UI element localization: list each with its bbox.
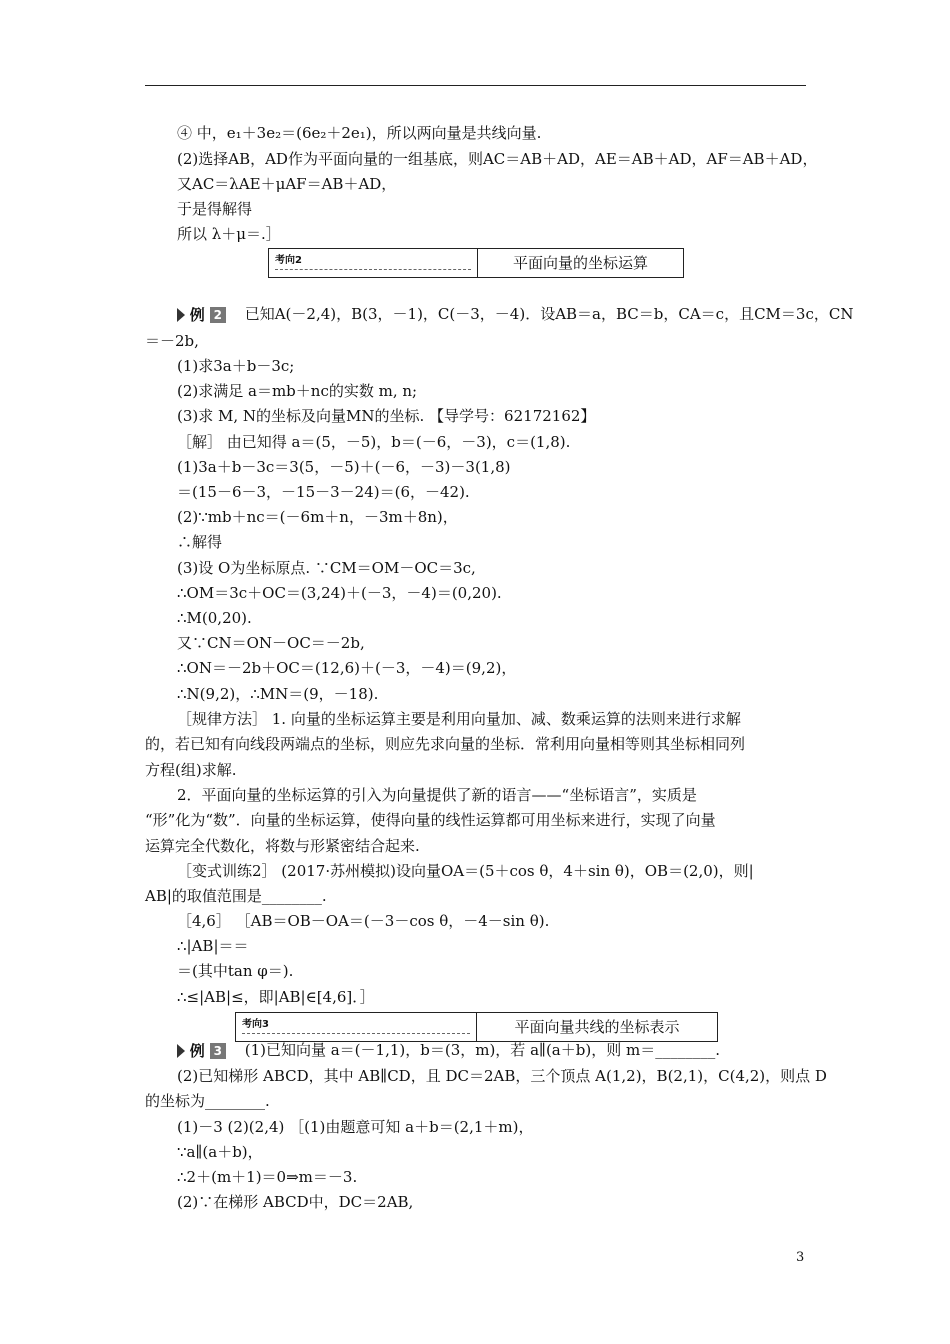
text-line: (1)求3a＋b－3c; xyxy=(177,357,295,375)
example-text: 已知A(－2,4)，B(3，－1)，C(－3，－4)．设AB＝a，BC＝b，CA＝c，且CM＝3c，CN xyxy=(244,305,854,323)
heading-title: 平面向量共线的坐标表示 xyxy=(514,1018,680,1036)
heading-title: 平面向量的坐标运算 xyxy=(512,254,648,272)
text-line: ∴N(9,2)，∴MN＝(9，－18). xyxy=(177,685,379,703)
example-number-badge: 3 xyxy=(210,1043,226,1059)
example-number-badge: 2 xyxy=(210,307,226,323)
text-line: ＝(15－6－3，－15－3－24)＝(6，－42). xyxy=(177,483,470,501)
text-line: ∵a∥(a＋b)， xyxy=(177,1143,263,1161)
text-line: (2)已知梯形 ABCD，其中 AB∥CD，且 DC＝2AB，三个顶点 A(1,2)，B(2,1)，C(4,2)，则点 D xyxy=(177,1067,827,1085)
heading-tag: 考向3 xyxy=(242,1019,269,1030)
example-label: 例 xyxy=(189,306,205,324)
text-line: (2)∵mb＋nc＝(－6m＋n，－3m＋8n)， xyxy=(177,508,458,526)
triangle-marker-icon xyxy=(177,1044,185,1058)
text-line: (3)求 M, N的坐标及向量MN的坐标. 【导学号：62172162】 xyxy=(177,407,596,425)
section-heading-3 xyxy=(235,1012,718,1042)
text-line: 的，若已知有向线段两端点的坐标，则应先求向量的坐标．常利用向量相等则其坐标相同列 xyxy=(145,735,746,753)
text-line: 运算完全代数化，将数与形紧密结合起来. xyxy=(145,837,420,855)
page-number: 3 xyxy=(796,1250,805,1265)
text-line: 又AC＝λAE＋μAF＝AB＋AD， xyxy=(177,175,397,193)
text-line: (1)3a＋b－3c＝3(5，－5)＋(－6，－3)－3(1,8) xyxy=(177,458,511,476)
text-line: ∴2＋(m＋1)＝0⇒m＝－3. xyxy=(177,1168,358,1186)
text-line: (2)求满足 a＝mb＋nc的实数 m, n; xyxy=(177,382,418,400)
dashed-divider xyxy=(242,1033,470,1034)
text-line: ＝(其中tan φ＝). xyxy=(177,962,294,980)
text-line: ∴|AB|＝＝ xyxy=(177,937,249,955)
text-line: “形”化为“数”．向量的坐标运算，使得向量的线性运算都可用坐标来进行，实现了向量 xyxy=(145,811,716,829)
example-label: 例 xyxy=(189,1042,205,1060)
heading-tag-area xyxy=(269,249,478,277)
heading-tag: 考向2 xyxy=(275,255,302,266)
heading-tag-area xyxy=(236,1013,477,1041)
text-line: 的坐标为________. xyxy=(145,1092,270,1110)
text-line: 于是得解得 xyxy=(177,200,253,218)
triangle-marker-icon xyxy=(177,308,185,322)
text-line: ∴ON＝－2b＋OC＝(12,6)＋(－3，－4)＝(9,2)， xyxy=(177,659,517,677)
example-3-first-line xyxy=(177,1040,720,1061)
example-2-first-line xyxy=(177,304,853,325)
text-line: (2)选择AB，AD作为平面向量的一组基底，则AC＝AB＋AD，AE＝AB＋AD，AF＝AB＋AD， xyxy=(177,150,818,168)
text-line: AB|的取值范围是________. xyxy=(145,887,327,905)
text-line: 2．平面向量的坐标运算的引入为向量提供了新的语言——“坐标语言”，实质是 xyxy=(177,786,697,804)
text-line: ∴M(0,20). xyxy=(177,609,252,627)
text-line: ［4,6］ ［AB＝OB－OA＝(－3－cos θ，－4－sin θ). xyxy=(177,912,550,930)
text-line: 又∵CN＝ON－OC＝－2b, xyxy=(177,634,365,652)
text-line: ④ 中，e₁＋3e₂＝(6e₂＋2e₁)，所以两向量是共线向量. xyxy=(177,124,542,142)
text-line: ＝－2b, xyxy=(145,332,199,350)
text-line: (1)－3 (2)(2,4) ［(1)由题意可知 a＋b＝(2,1＋m)， xyxy=(177,1118,534,1136)
text-line: ［变式训练2］ (2017·苏州模拟)设向量OA＝(5＋cos θ，4＋sin θ)，OB＝(2,0)，则| xyxy=(177,862,754,880)
text-line: (3)设 O为坐标原点. ∵CM＝OM－OC＝3c, xyxy=(177,559,476,577)
example-text: (1)已知向量 a＝(－1,1)，b＝(3，m)，若 a∥(a＋b)，则 m＝________. xyxy=(244,1041,720,1059)
text-line: ∴解得 xyxy=(177,533,223,551)
text-line: 方程(组)求解. xyxy=(145,761,237,779)
text-line: (2)∵在梯形 ABCD中，DC＝2AB, xyxy=(177,1193,414,1211)
header-rule xyxy=(145,85,806,86)
text-line: ［规律方法］ 1. 向量的坐标运算主要是利用向量加、减、数乘运算的法则来进行求解 xyxy=(177,710,741,728)
dashed-divider xyxy=(275,269,471,270)
text-line: ∴≤|AB|≤，即|AB|∈[4,6]．］ xyxy=(177,988,375,1006)
text-line: ［解］ 由已知得 a＝(5，－5)，b＝(－6，－3)，c＝(1,8). xyxy=(177,433,571,451)
text-line: ∴OM＝3c＋OC＝(3,24)＋(－3，－4)＝(0,20). xyxy=(177,584,502,602)
text-line: 所以 λ＋μ＝.］ xyxy=(177,225,281,243)
section-heading-2 xyxy=(268,248,684,278)
